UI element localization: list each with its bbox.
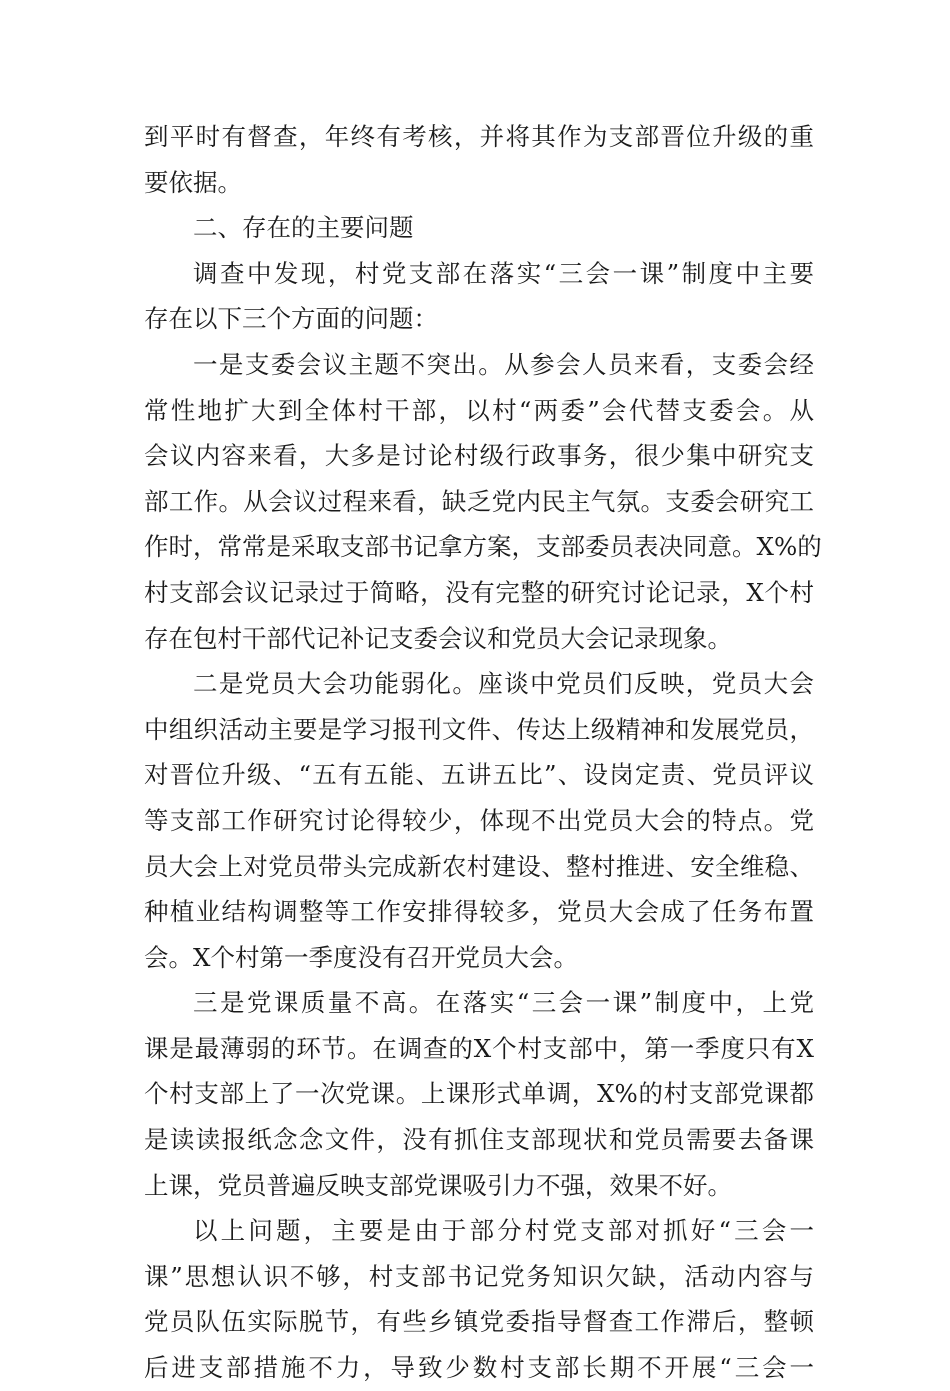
text-line: 课是最薄弱的环节。在调查的X个村支部中，第一季度只有X	[144, 1033, 814, 1063]
text-line: 中组织活动主要是学习报刊文件、传达上级精神和发展党员，	[144, 714, 814, 744]
text-line: 是读读报纸念念文件，没有抓住支部现状和党员需要去备课	[144, 1125, 814, 1155]
text-line: 后进支部措施不力，导致少数村支部长期不开展“三会一	[144, 1353, 814, 1383]
text-line: 个村支部上了一次党课。上课形式单调，X%的村支部党课都	[144, 1079, 814, 1109]
text-line: 以上问题，主要是由于部分村党支部对抓好“三会一	[193, 1216, 814, 1246]
text-line: 等支部工作研究讨论得较少，体现不出党员大会的特点。党	[144, 805, 814, 835]
text-line: 调查中发现，村党支部在落实“三会一课”制度中主要	[193, 258, 814, 288]
text-line: 二、存在的主要问题	[193, 213, 414, 243]
text-line: 作时，常常是采取支部书记拿方案，支部委员表决同意。X%的	[144, 532, 822, 562]
text-line: 到平时有督查，年终有考核，并将其作为支部晋位升级的重	[144, 122, 814, 151]
text-line: 员大会上对党员带头完成新农村建设、整村推进、安全维稳、	[144, 851, 814, 881]
text-line: 存在包村干部代记补记支委会议和党员大会记录现象。	[144, 623, 732, 653]
text-line: 会。X个村第一季度没有召开党员大会。	[144, 942, 578, 972]
text-line: 会议内容来看，大多是讨论村级行政事务，很少集中研究支	[144, 441, 814, 471]
document-body	[144, 114, 822, 1391]
text-line: 一是支委会议主题不突出。从参会人员来看，支委会经	[193, 349, 814, 379]
text-line: 村支部会议记录过于简略，没有完整的研究讨论记录，X个村	[144, 577, 814, 607]
text-line: 对晋位升级、“五有五能、五讲五比”、设岗定责、党员评议	[144, 760, 814, 790]
text-line: 种植业结构调整等工作安排得较多，党员大会成了任务布置	[144, 897, 814, 927]
text-line: 存在以下三个方面的问题：	[144, 304, 438, 334]
text-line: 常性地扩大到全体村干部，以村“两委”会代替支委会。从	[144, 395, 814, 425]
text-line: 上课，党员普遍反映支部党课吸引力不强，效果不好。	[144, 1170, 732, 1200]
text-line: 三是党课质量不高。在落实“三会一课”制度中，上党	[193, 988, 814, 1018]
text-line: 党员队伍实际脱节，有些乡镇党委指导督查工作滞后，整顿	[144, 1307, 814, 1337]
text-line: 课”思想认识不够，村支部书记党务知识欠缺，活动内容与	[144, 1261, 814, 1291]
text-line: 要依据。	[144, 167, 242, 197]
text-line: 二是党员大会功能弱化。座谈中党员们反映，党员大会	[193, 669, 814, 699]
text-line: 部工作。从会议过程来看，缺乏党内民主气氛。支委会研究工	[144, 486, 814, 516]
